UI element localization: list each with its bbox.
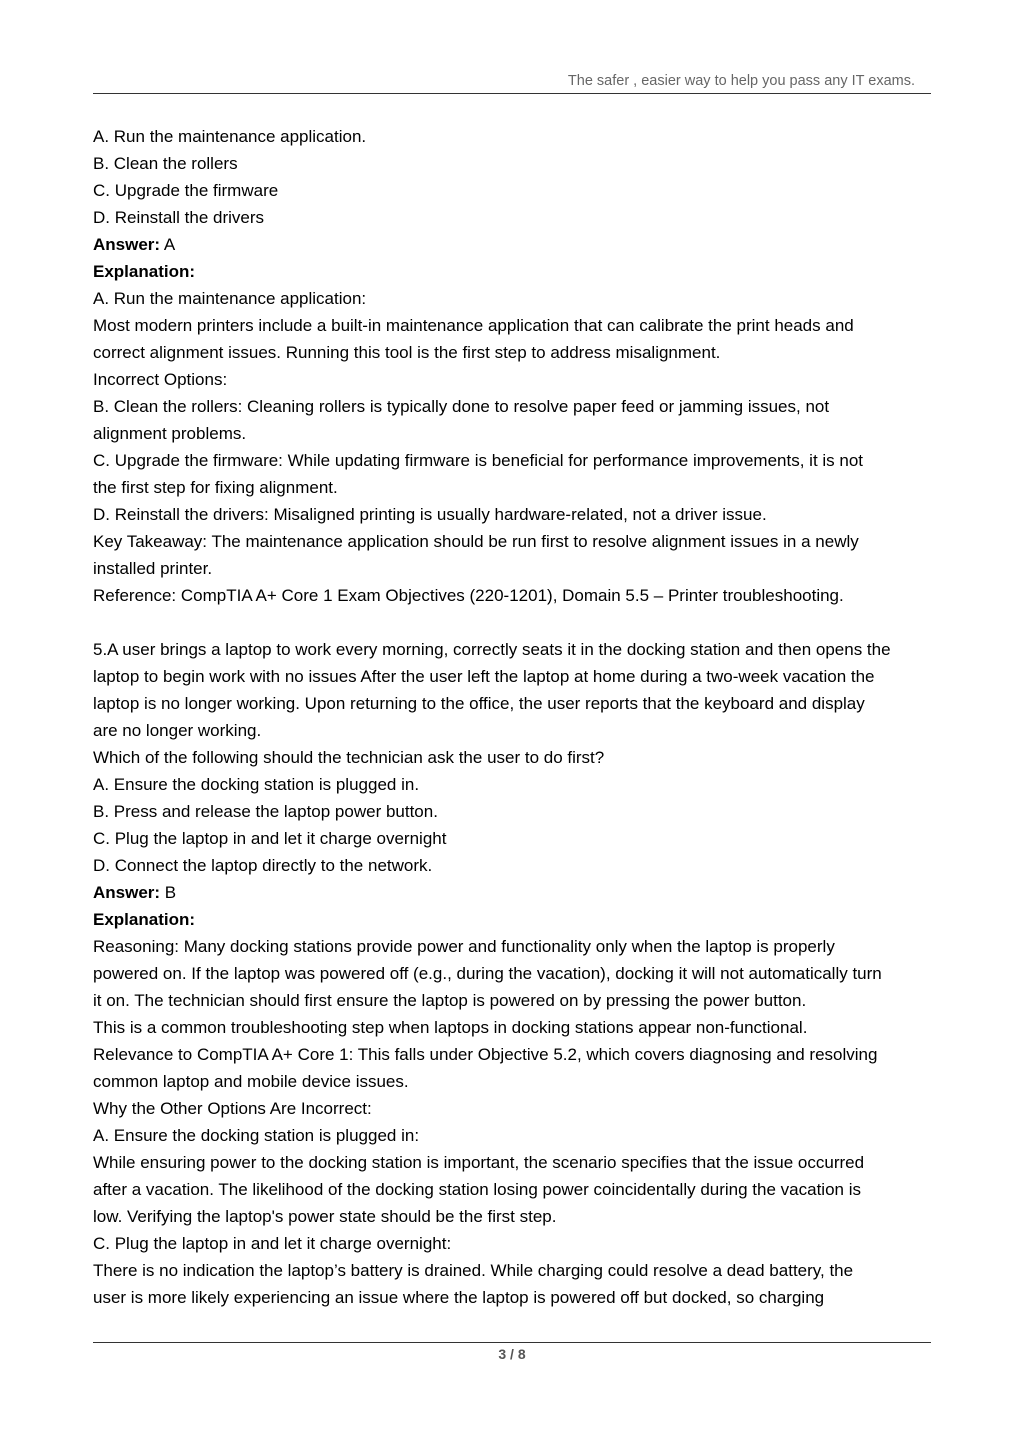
explanation-heading xyxy=(93,258,933,285)
line-text: B. Clean the rollers: Cleaning rollers is typically done to resolve paper feed or jamming issues, not xyxy=(93,397,830,416)
explanation-heading xyxy=(93,906,933,933)
line-text: D. Connect the laptop directly to the network. xyxy=(93,856,433,875)
line-text: user is more likely experiencing an issue where the laptop is powered off but docked, so charging xyxy=(93,1288,825,1307)
header-tagline: The safer , easier way to help you pass any IT exams. xyxy=(567,73,915,89)
text-line xyxy=(93,339,933,366)
text-line xyxy=(93,312,933,339)
text-line xyxy=(93,366,933,393)
line-text: 5.A user brings a laptop to work every morning, correctly seats it in the docking station and then opens the xyxy=(93,640,891,659)
text-line xyxy=(93,663,933,690)
text-line xyxy=(93,1257,933,1284)
line-text: after a vacation. The likelihood of the docking station losing power coincidentally during the vacation is xyxy=(93,1180,861,1199)
text-line xyxy=(93,771,933,798)
text-line xyxy=(93,204,933,231)
text-line xyxy=(93,1230,933,1257)
line-text: There is no indication the laptop’s battery is drained. While charging could resolve a dead battery, the xyxy=(93,1261,854,1280)
text-line xyxy=(93,852,933,879)
line-text: installed printer. xyxy=(93,559,213,578)
text-line xyxy=(93,690,933,717)
line-text: it on. The technician should first ensure the laptop is powered on by pressing the power button. xyxy=(93,991,807,1010)
text-line xyxy=(93,1068,933,1095)
footer-divider xyxy=(93,1342,931,1343)
text-line xyxy=(93,447,933,474)
text-line xyxy=(93,1095,933,1122)
text-line xyxy=(93,1176,933,1203)
text-line xyxy=(93,177,933,204)
text-line xyxy=(93,636,933,663)
text-line xyxy=(93,393,933,420)
line-text: C. Upgrade the firmware xyxy=(93,181,279,200)
line-text: B. Press and release the laptop power button. xyxy=(93,802,438,821)
line-text: A. Run the maintenance application. xyxy=(93,127,367,146)
line-text: B xyxy=(160,883,177,902)
line-text: alignment problems. xyxy=(93,424,247,443)
line-text: are no longer working. xyxy=(93,721,262,740)
text-line xyxy=(93,1149,933,1176)
line-text: Reasoning: Many docking stations provide power and functionality only when the laptop is properly xyxy=(93,937,835,956)
line-text: laptop to begin work with no issues After the user left the laptop at home during a two-week vacation the xyxy=(93,667,875,686)
text-line xyxy=(93,798,933,825)
text-line xyxy=(93,474,933,501)
line-text: Incorrect Options: xyxy=(93,370,228,389)
text-line xyxy=(93,933,933,960)
line-text: A. Ensure the docking station is plugged in: xyxy=(93,1126,420,1145)
text-line xyxy=(93,1203,933,1230)
text-line xyxy=(93,123,933,150)
text-line xyxy=(93,285,933,312)
line-text: low. Verifying the laptop's power state should be the first step. xyxy=(93,1207,557,1226)
line-label: Answer: xyxy=(93,235,161,254)
line-label: Answer: xyxy=(93,883,161,902)
line-text: While ensuring power to the docking station is important, the scenario specifies that the issue occurred xyxy=(93,1153,865,1172)
document-body xyxy=(93,123,933,1311)
line-text: C. Plug the laptop in and let it charge overnight xyxy=(93,829,447,848)
answer-line xyxy=(93,231,933,258)
text-line xyxy=(93,1122,933,1149)
text-line xyxy=(93,150,933,177)
text-line xyxy=(93,528,933,555)
text-line xyxy=(93,582,933,609)
line-label: Explanation: xyxy=(93,910,196,929)
text-line xyxy=(93,987,933,1014)
line-text: Key Takeaway: The maintenance application should be run first to resolve alignment issues in a newly xyxy=(93,532,859,551)
text-line xyxy=(93,744,933,771)
line-text: A. Ensure the docking station is plugged in. xyxy=(93,775,420,794)
text-line xyxy=(93,1014,933,1041)
line-label: Explanation: xyxy=(93,262,196,281)
text-line xyxy=(93,717,933,744)
text-line xyxy=(93,960,933,987)
line-text: Reference: CompTIA A+ Core 1 Exam Objectives (220-1201), Domain 5.5 – Printer troubleshooting. xyxy=(93,586,844,605)
line-text: Most modern printers include a built-in maintenance application that can calibrate the print heads and xyxy=(93,316,854,335)
answer-line xyxy=(93,879,933,906)
line-text: B. Clean the rollers xyxy=(93,154,238,173)
line-text: C. Upgrade the firmware: While updating firmware is beneficial for performance improvements, it is not xyxy=(93,451,864,470)
line-text: laptop is no longer working. Upon returning to the office, the user reports that the keyboard and display xyxy=(93,694,865,713)
blank-line xyxy=(93,609,933,636)
text-line xyxy=(93,420,933,447)
text-line xyxy=(93,1041,933,1068)
page-header xyxy=(93,72,931,94)
text-line xyxy=(93,825,933,852)
line-text: C. Plug the laptop in and let it charge overnight: xyxy=(93,1234,452,1253)
line-text: Why the Other Options Are Incorrect: xyxy=(93,1099,372,1118)
line-text: the first step for fixing alignment. xyxy=(93,478,338,497)
text-line xyxy=(93,1284,933,1311)
line-text: D. Reinstall the drivers xyxy=(93,208,265,227)
line-text: powered on. If the laptop was powered off (e.g., during the vacation), docking it will not automatically turn xyxy=(93,964,882,983)
text-line xyxy=(93,501,933,528)
line-text: common laptop and mobile device issues. xyxy=(93,1072,409,1091)
line-text: A xyxy=(160,235,176,254)
line-text: correct alignment issues. Running this tool is the first step to address misalignment. xyxy=(93,343,721,362)
page-number: 3 / 8 xyxy=(498,1346,526,1362)
text-line xyxy=(93,555,933,582)
line-text: Relevance to CompTIA A+ Core 1: This falls under Objective 5.2, which covers diagnosing and resolving xyxy=(93,1045,878,1064)
line-text: A. Run the maintenance application: xyxy=(93,289,367,308)
line-text: This is a common troubleshooting step when laptops in docking stations appear non-functional. xyxy=(93,1018,808,1037)
line-text: D. Reinstall the drivers: Misaligned printing is usually hardware-related, not a driver issue. xyxy=(93,505,767,524)
line-text: Which of the following should the technician ask the user to do first? xyxy=(93,748,605,767)
